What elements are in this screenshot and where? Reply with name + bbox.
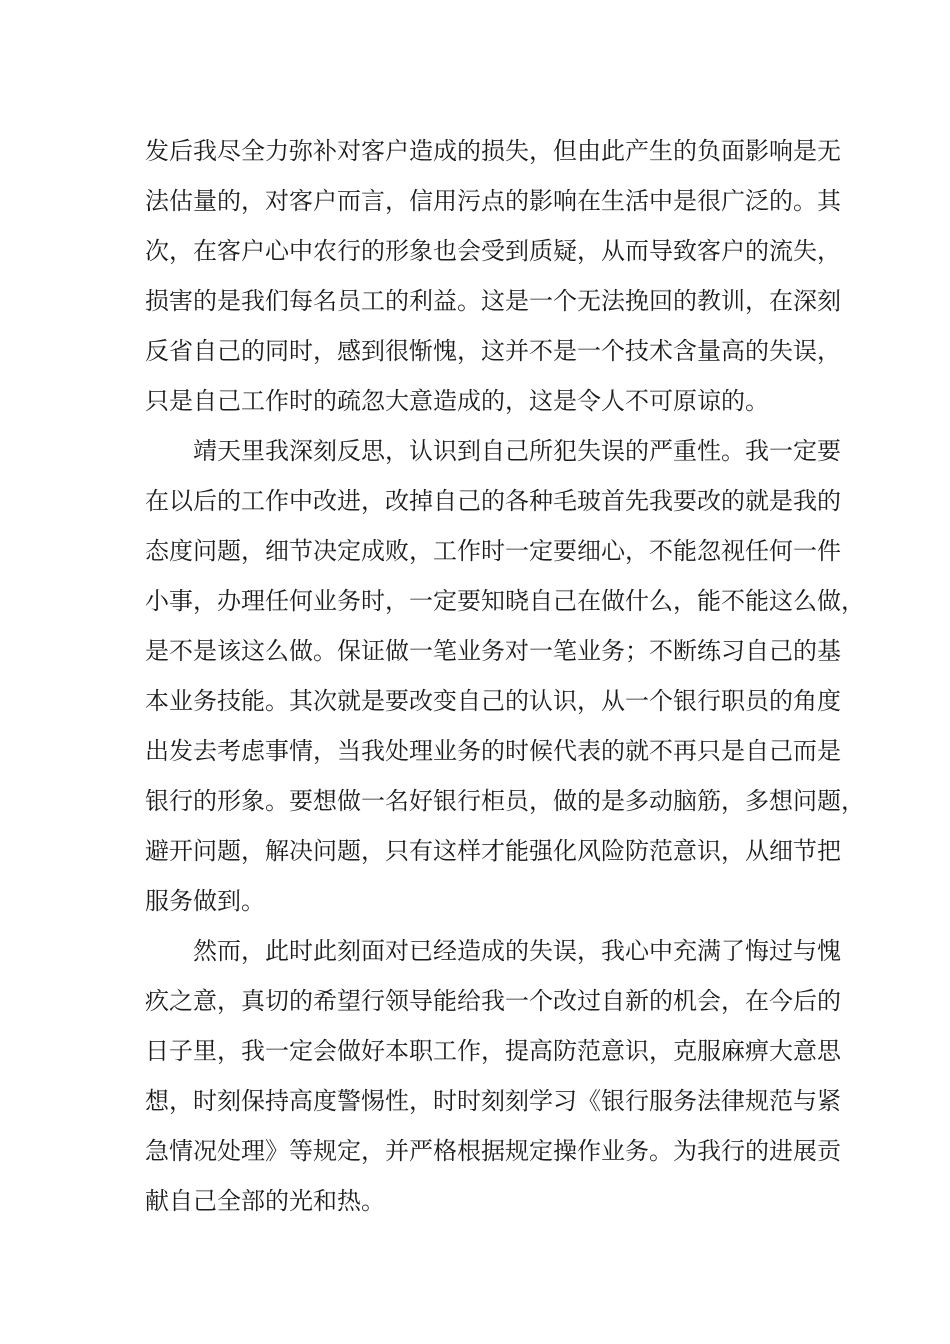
document-body [145, 126, 865, 1226]
paragraph-2-line-4: 小事，办理任何业务时，一定要知晓自己在做什么，能不能这么做， [145, 587, 865, 615]
paragraph-2-line-6: 本业务技能。其次就是要改变自己的认识，从一个银行职员的角度 [145, 687, 841, 715]
paragraph-2-line-5: 是不是该这么做。保证做一笔业务对一笔业务；不断练习自己的基 [145, 637, 841, 665]
paragraph-1-line-6: 只是自己工作时的疏忽大意造成的，这是令人不可原谅的。 [145, 387, 769, 415]
paragraph-3-line-2: 疚之意，真切的希望行领导能给我一个改过自新的机会，在今后的 [145, 987, 841, 1015]
paragraph-2-line-9: 避开问题，解决问题，只有这样才能强化风险防范意识，从细节把 [145, 837, 841, 865]
paragraph-2-line-8: 银行的形象。要想做一名好银行柜员，做的是多动脑筋，多想问题， [145, 787, 865, 815]
paragraph-2-line-1: 靖天里我深刻反思，认识到自己所犯失误的严重性。我一定要 [193, 437, 841, 465]
paragraph-1-line-2: 法估量的，对客户而言，信用污点的影响在生活中是很广泛的。其 [145, 187, 841, 215]
paragraph-3-line-6: 献自己全部的光和热。 [145, 1187, 385, 1215]
paragraph-3-line-1: 然而，此时此刻面对已经造成的失误，我心中充满了悔过与愧 [193, 937, 841, 965]
paragraph-2-line-3: 态度问题，细节决定成败，工作时一定要细心，不能忽视任何一件 [145, 537, 841, 565]
paragraph-1-line-4: 损害的是我们每名员工的利益。这是一个无法挽回的教训，在深刻 [145, 287, 841, 315]
paragraph-1-line-3: 次，在客户心中农行的形象也会受到质疑，从而导致客户的流失， [145, 237, 841, 265]
paragraph-1-line-5: 反省自己的同时，感到很惭愧，这并不是一个技术含量高的失误， [145, 337, 841, 365]
paragraph-2-line-10: 服务做到。 [145, 887, 265, 915]
paragraph-2-line-2: 在以后的工作中改进，改掉自己的各种毛玻首先我要改的就是我的 [145, 487, 841, 515]
paragraph-1-line-1: 发后我尽全力弥补对客户造成的损失，但由此产生的负面影响是无 [145, 137, 841, 165]
paragraph-2-line-7: 出发去考虑事情，当我处理业务的时候代表的就不再只是自己而是 [145, 737, 841, 765]
paragraph-3-line-4: 想，时刻保持高度警惕性，时时刻刻学习《银行服务法律规范与紧 [145, 1087, 841, 1115]
paragraph-3-line-3: 日子里，我一定会做好本职工作，提高防范意识，克服麻痹大意思 [145, 1037, 841, 1065]
paragraph-3-line-5: 急情况处理》等规定，并严格根据规定操作业务。为我行的进展贡 [145, 1137, 841, 1165]
